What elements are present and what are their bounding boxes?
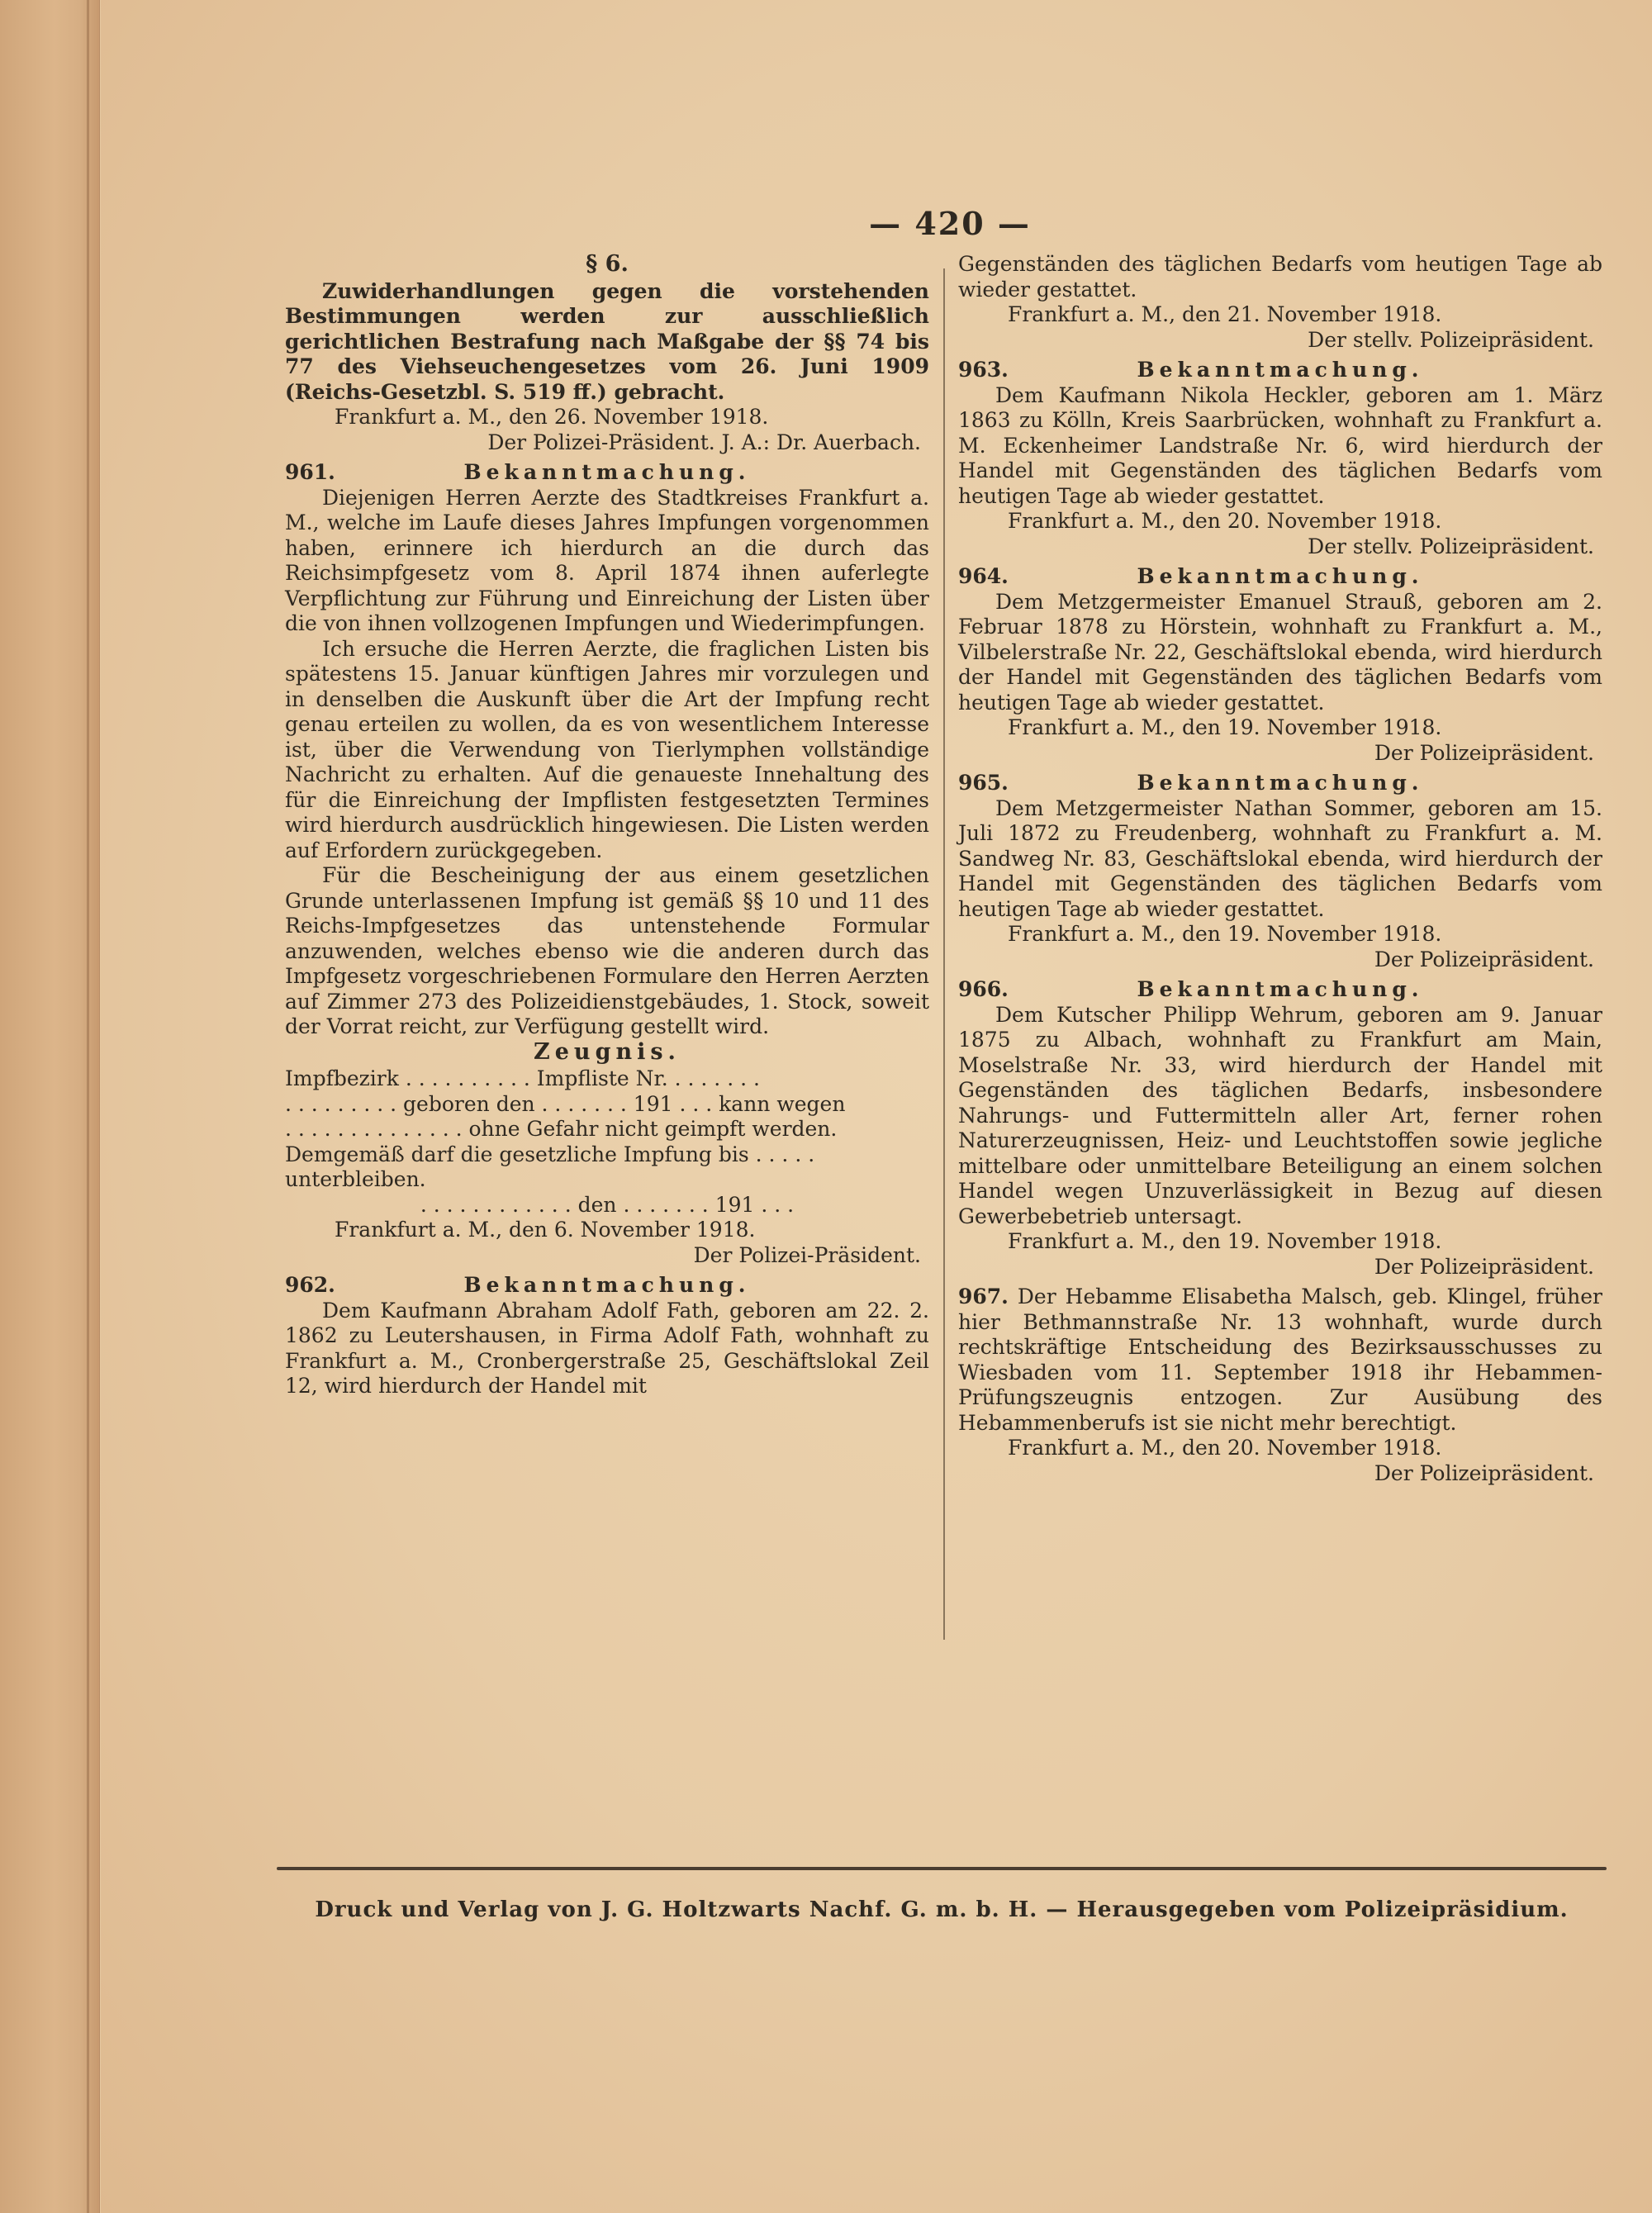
notice-title: Bekanntmachung. <box>1137 564 1424 588</box>
section-6-signature: Der Polizei-Präsident. J. A.: Dr. Auerbach. <box>487 430 921 454</box>
notice-964-text: Dem Metzgermeister Emanuel Strauß, geboren am 2. Februar 1878 zu Hörstein, wohnhaft zu Frankfurt a. M., Vilbelerstraße Nr. 22, Geschäftslokal ebenda, wird hierdurch der Handel mit Gegenständen des täglichen Bedarfs vom heutigen Tage ab wieder gestattet. <box>958 589 1602 715</box>
notice-963-heading <box>958 358 1602 383</box>
left-column <box>285 252 929 1399</box>
notice-title: Bekanntmachung. <box>1137 358 1424 382</box>
notice-967-signature: Der Polizeipräsident. <box>1374 1460 1594 1485</box>
notice-961-signature: Der Polizei-Präsident. <box>693 1242 921 1267</box>
form-title: Zeugnis. <box>534 1038 681 1065</box>
notice-962-signature: Der stellv. Polizeipräsident. <box>1308 327 1594 352</box>
column-divider <box>943 268 945 1640</box>
notice-965-text: Dem Metzgermeister Nathan Sommer, geboren am 15. Juli 1872 zu Freudenberg, wohnhaft zu Frankfurt a. M. Sandweg Nr. 83, Geschäftslokal ebenda, wird hierdurch der Handel mit Gegenständen des täglichen Bedarfs vom heutigen Tage ab wieder gestattet. <box>958 795 1602 921</box>
notice-967-body: Der Hebamme Elisabetha Malsch, geb. Klingel, früher hier Bethmannstraße Nr. 13 wohnhaft, wurde durch rechtskräftige Entscheidung des Bezirksausschusses zu Wiesbaden vom 11. September 1918 ihr Hebammen-Prüfungszeugnis entzogen. Zur Ausübung des Hebammenberufs ist sie nicht mehr berechtigt. <box>958 1285 1602 1435</box>
notice-964-heading <box>958 564 1602 590</box>
notice-967-text <box>958 1285 1602 1436</box>
notice-964-signature: Der Polizeipräsident. <box>1374 740 1594 765</box>
notice-967-dateline: Frankfurt a. M., den 20. November 1918. <box>1008 1436 1442 1460</box>
notice-965-heading <box>958 771 1602 796</box>
notice-963-text: Dem Kaufmann Nikola Heckler, geboren am 1. März 1863 zu Kölln, Kreis Saarbrücken, wohnhaft zu Frankfurt a. M. Eckenheimer Landstraße Nr. 6, wird hierdurch der Handel mit Gegenständen des täglichen Bedarfs vom heutigen Tage ab wieder gestattet. <box>958 382 1602 508</box>
page-number: — 420 — <box>869 205 1031 242</box>
notice-966-dateline: Frankfurt a. M., den 19. November 1918. <box>1008 1229 1442 1253</box>
notice-number: 965. <box>958 771 1009 795</box>
footer-imprint: Druck und Verlag von J. G. Holtzwarts Nachf. G. m. b. H. — Herausgegeben vom Polizeipräsidium. <box>315 1897 1569 1922</box>
notice-title: Bekanntmachung. <box>1137 771 1424 795</box>
notice-962-continuation: Gegenständen des täglichen Bedarfs vom heutigen Tage ab wieder gestattet. <box>958 252 1602 302</box>
form-line: . . . . . . . . . geboren den . . . . . . . 191 . . . kann wegen <box>285 1091 846 1116</box>
notice-title: Bekanntmachung. <box>463 460 751 484</box>
notice-962-dateline: Frankfurt a. M., den 21. November 1918. <box>1008 302 1442 326</box>
notice-number: 966. <box>958 977 1009 1001</box>
form-line: . . . . . . . . . . . . den . . . . . . . 191 . . . <box>420 1192 795 1217</box>
notice-964-dateline: Frankfurt a. M., den 19. November 1918. <box>1008 715 1442 739</box>
notice-961-paragraph-3: Für die Bescheinigung der aus einem gesetzlichen Grunde unterlassenen Impfung ist gemäß §§ 10 und 11 des Reichs-Impfgesetzes das untenstehende Formular anzuwenden, welches ebenso wie die anderen durch das Impfgesetz vorgeschriebenen Formulare den Herren Aerzten auf Zimmer 273 des Polizeidienstgebäudes, 1. Stock, soweit der Vorrat reicht, zur Verfügung gestellt wird. <box>285 863 929 1038</box>
notice-962-text: Dem Kaufmann Abraham Adolf Fath, geboren am 22. 2. 1862 zu Leutershausen, in Firma Adolf Fath, wohnhaft zu Frankfurt a. M., Cronbergerstraße 25, Geschäftslokal Zeil 12, wird hierdurch der Handel mit <box>285 1298 929 1398</box>
notice-966-text: Dem Kutscher Philipp Wehrum, geboren am 9. Januar 1875 zu Albach, wohnhaft zu Frankfurt am Main, Moselstraße Nr. 33, wird hierdurch der Handel mit Gegenständen des täglichen Bedarfs, insbesondere Nahrungs- und Futtermitteln aller Art, ferner rohen Naturerzeugnissen, Heiz- und Leuchtstoffen sowie jegliche mittelbare oder unmittelbare Beteiligung an einem solchen Handel wegen Unzuverlässigkeit in Bezug auf diesen Gewerbebetrieb untersagt. <box>958 1002 1602 1228</box>
footer-rule <box>277 1867 1607 1870</box>
form-line: unterbleiben. <box>285 1167 426 1191</box>
notice-963-signature: Der stellv. Polizeipräsident. <box>1308 534 1594 558</box>
notice-963-dateline: Frankfurt a. M., den 20. November 1918. <box>1008 509 1442 533</box>
notice-number: 967. <box>958 1285 1009 1308</box>
section-6-dateline: Frankfurt a. M., den 26. November 1918. <box>335 405 769 429</box>
notice-965-dateline: Frankfurt a. M., den 19. November 1918. <box>1008 922 1442 946</box>
section-heading: § 6. <box>586 251 629 277</box>
notice-number: 963. <box>958 358 1009 382</box>
notice-number: 962. <box>285 1273 335 1297</box>
notice-961-dateline: Frankfurt a. M., den 6. November 1918. <box>335 1218 756 1242</box>
notice-number: 961. <box>285 460 335 484</box>
notice-966-heading <box>958 977 1602 1003</box>
notice-962-heading <box>285 1273 929 1299</box>
form-line: Demgemäß darf die gesetzliche Impfung bis . . . . . <box>285 1142 815 1166</box>
notice-title: Bekanntmachung. <box>463 1273 751 1297</box>
notice-965-signature: Der Polizeipräsident. <box>1374 947 1594 971</box>
right-column <box>958 252 1602 1486</box>
notice-966-signature: Der Polizeipräsident. <box>1374 1254 1594 1279</box>
book-page-edges <box>0 0 100 2213</box>
notice-961-paragraph-2: Ich ersuche die Herren Aerzte, die fraglichen Listen bis spätestens 15. Januar künftigen Jahres mir vorzulegen und in denselben die Auskunft über die Art der Impfung recht genau erteilen zu wollen, da es von wesentlichem Interesse ist, über die Verwendung von Tierlymphen vollständige Nachricht zu erhalten. Auf die genaueste Innehaltung des für die Einreichung der Impflisten festgesetzten Termines wird hierdurch ausdrücklich hingewiesen. Die Listen werden auf Erfordern zurückgegeben. <box>285 636 929 862</box>
notice-title: Bekanntmachung. <box>1137 977 1424 1001</box>
notice-961-heading <box>285 460 929 486</box>
notice-961-paragraph-1: Diejenigen Herren Aerzte des Stadtkreises Frankfurt a. M., welche im Laufe dieses Jahres Impfungen vorgenommen haben, erinnere ich hierdurch an die durch das Reichsimpfgesetz vom 8. April 1874 ihnen auferlegte Verpflichtung zur Führung und Einreichung der Listen über die von ihnen vollzogenen Impfungen und Wiederimpfungen. <box>285 485 929 635</box>
form-line: Impfbezirk . . . . . . . . . . Impfliste Nr. . . . . . . . <box>285 1066 760 1090</box>
section-6-text: Zuwiderhandlungen gegen die vorstehenden Bestimmungen werden zur ausschließlich gerichtlichen Bestrafung nach Maßgabe der §§ 74 bis 77 des Viehseuchengesetzes vom 26. Juni 1909 (Reichs-Gesetzbl. S. 519 ff.) gebracht. <box>285 278 929 404</box>
notice-number: 964. <box>958 564 1009 588</box>
form-line: . . . . . . . . . . . . . . ohne Gefahr nicht geimpft werden. <box>285 1117 838 1141</box>
